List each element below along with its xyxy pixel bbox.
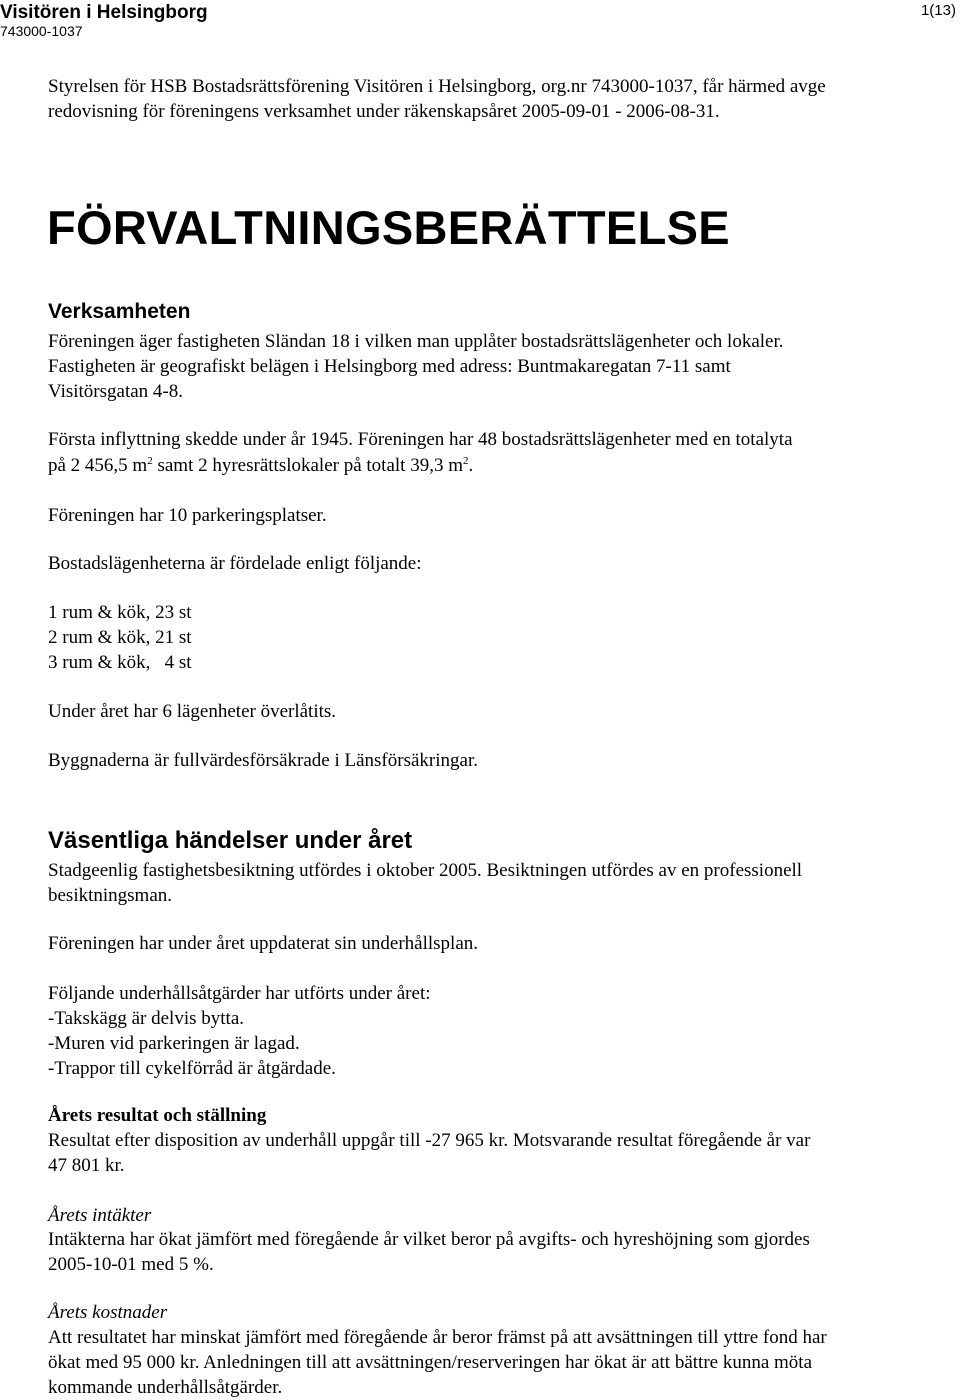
list-item: -Muren vid parkeringen är lagad. bbox=[48, 1033, 300, 1054]
paragraph-line: Första inflyttning skedde under år 1945. Föreningen har 48 bostadsrättslägenheter med en totalyta bbox=[48, 429, 793, 450]
paragraph-line: Föreningen äger fastigheten Sländan 18 i vilken man upplåter bostadsrättslägenheter och lokaler. bbox=[48, 331, 784, 352]
section-heading-vasentliga: Väsentliga händelser under året bbox=[48, 827, 413, 854]
paragraph-line: Stadgeenlig fastighetsbesiktning utfördes i oktober 2005. Besiktningen utfördes av en professionell bbox=[48, 860, 803, 881]
page-number: 1(13) bbox=[920, 2, 956, 19]
paragraph-line: kommande underhållsåtgärder. bbox=[48, 1377, 283, 1398]
paragraph-line: Under året har 6 lägenheter överlåtits. bbox=[48, 701, 337, 722]
paragraph-line: Följande underhållsåtgärder har utförts under året: bbox=[48, 983, 431, 1004]
paragraph-line-area bbox=[48, 453, 473, 478]
document-header-title: Visitören i Helsingborg bbox=[0, 2, 208, 23]
superscript: 2 bbox=[147, 455, 153, 467]
section-heading-intakter: Årets intäkter bbox=[48, 1205, 152, 1226]
paragraph-line: Föreningen har 10 parkeringsplatser. bbox=[48, 505, 327, 526]
paragraph-line: 47 801 kr. bbox=[48, 1155, 125, 1176]
paragraph-line: ökat med 95 000 kr. Anledningen till att avsättningen/reserveringen har ökat är att bättre kunna möta bbox=[48, 1352, 812, 1373]
list-item: 3 rum & kök, 4 st bbox=[48, 652, 192, 673]
section-heading-verksamheten: Verksamheten bbox=[48, 300, 191, 323]
paragraph-line: Intäkterna har ökat jämfört med föregående år vilket beror på avgifts- och hyreshöjning som gjordes bbox=[48, 1229, 810, 1250]
page-title: FÖRVALTNINGSBERÄTTELSE bbox=[47, 201, 730, 254]
paragraph-line: Fastigheten är geografiskt belägen i Helsingborg med adress: Buntmakaregatan 7-11 samt bbox=[48, 356, 731, 377]
paragraph-line: Föreningen har under året uppdaterat sin underhållsplan. bbox=[48, 933, 478, 954]
section-heading-resultat: Årets resultat och ställning bbox=[48, 1105, 267, 1126]
superscript: 2 bbox=[462, 455, 469, 467]
area-text: samt 2 hyresrättslokaler på totalt 39,3 m bbox=[152, 455, 463, 476]
intro-line-1: Styrelsen för HSB Bostadsrättsförening Visitören i Helsingborg, org.nr 743000-1037, får härmed avge bbox=[48, 76, 826, 97]
paragraph-line: 2005-10-01 med 5 %. bbox=[48, 1254, 214, 1275]
list-item: 2 rum & kök, 21 st bbox=[48, 627, 192, 648]
paragraph-line: Att resultatet har minskat jämfört med föregående år beror främst på att avsättningen till yttre fond har bbox=[48, 1327, 827, 1348]
area-text: på 2 456,5 m bbox=[48, 455, 148, 476]
paragraph-line: besiktningsman. bbox=[48, 885, 173, 906]
paragraph-line: Bostadslägenheterna är fördelade enligt följande: bbox=[48, 553, 422, 574]
paragraph-line: Resultat efter disposition av underhåll uppgår till -27 965 kr. Motsvarande resultat föregående år var bbox=[48, 1130, 811, 1151]
list-item: -Trappor till cykelförråd är åtgärdade. bbox=[48, 1058, 336, 1079]
section-heading-kostnader: Årets kostnader bbox=[48, 1302, 168, 1323]
list-item: -Takskägg är delvis bytta. bbox=[48, 1008, 245, 1029]
list-item: 1 rum & kök, 23 st bbox=[48, 602, 192, 623]
area-text: . bbox=[468, 455, 474, 476]
paragraph-line: Visitörsgatan 4-8. bbox=[48, 381, 184, 402]
paragraph-line: Byggnaderna är fullvärdesförsäkrade i Länsförsäkringar. bbox=[48, 750, 478, 771]
organization-number: 743000-1037 bbox=[0, 23, 83, 39]
intro-line-2: redovisning för föreningens verksamhet under räkenskapsåret 2005-09-01 - 2006-08-31. bbox=[48, 101, 720, 122]
